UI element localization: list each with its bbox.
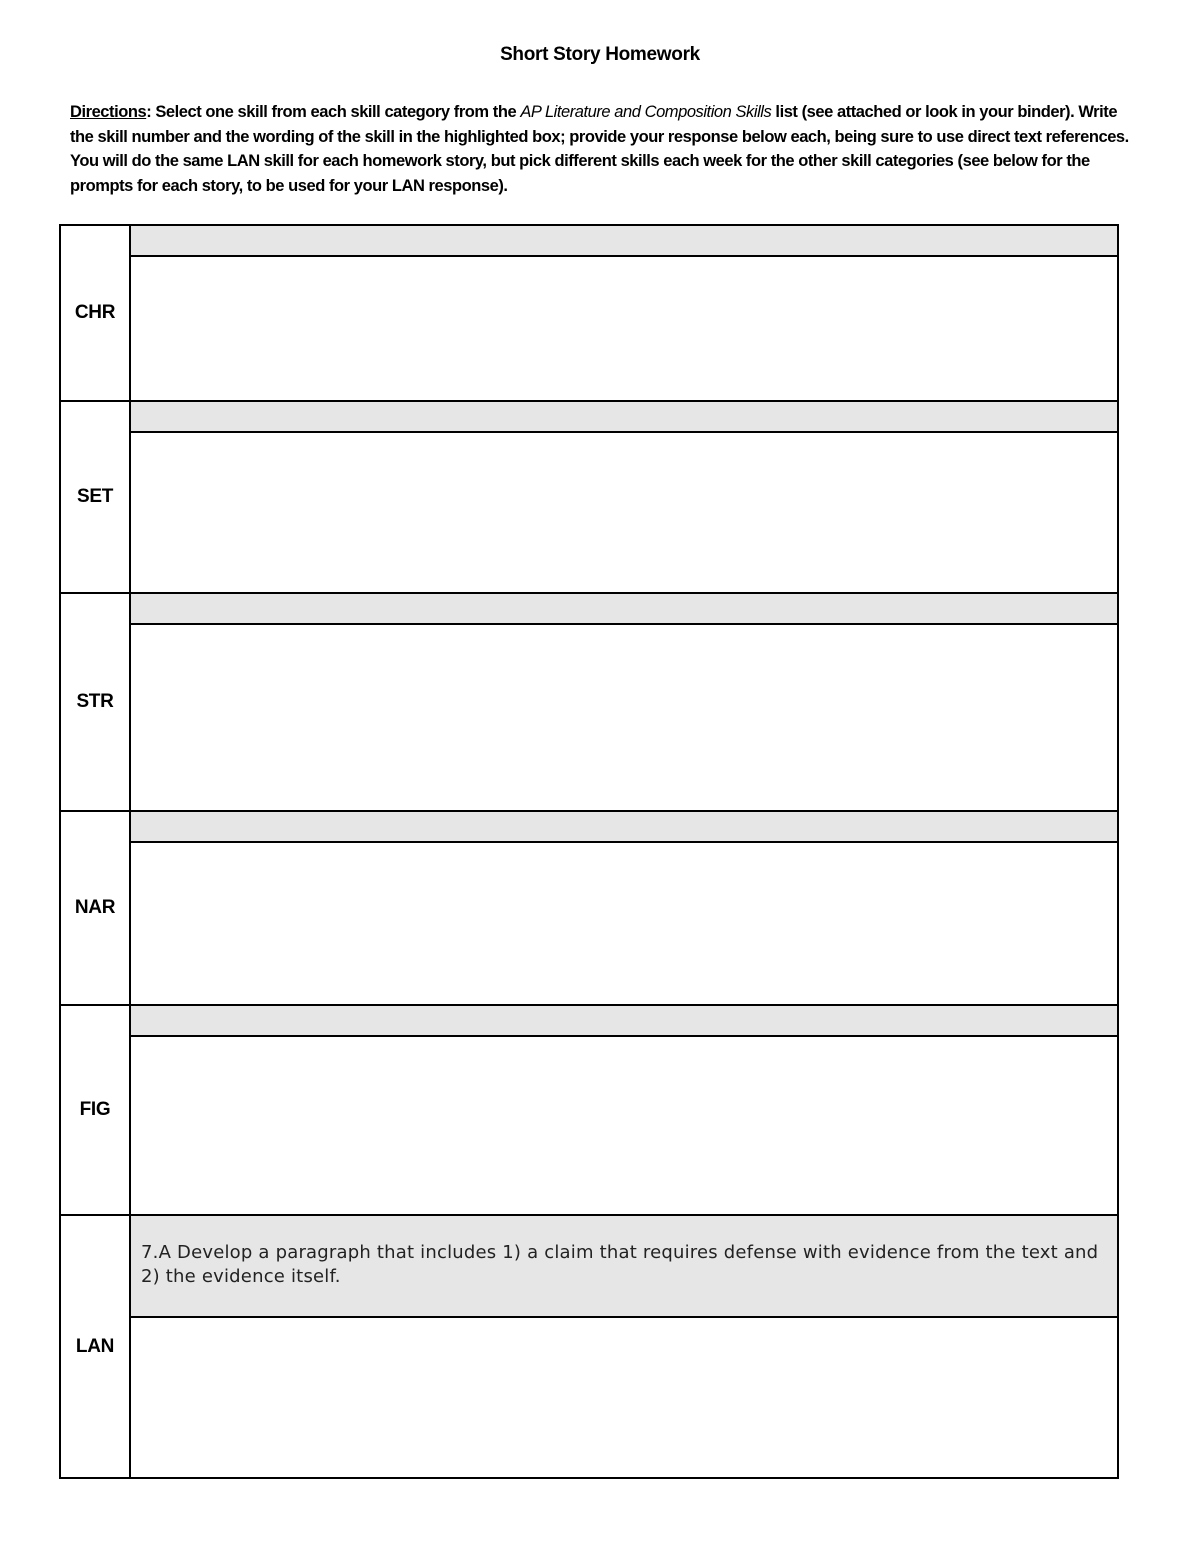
skill-text-lan: 7.A Develop a paragraph that includes 1) a claim that requires defense with evidence from the text and 2) the evidence itself. <box>141 1242 1099 1287</box>
skill-box-nar[interactable] <box>131 812 1117 843</box>
category-label-nar: NAR <box>61 812 131 1004</box>
skill-text-fig <box>131 1006 1117 1031</box>
category-label-str: STR <box>61 594 131 810</box>
directions-skills-list-title: AP Literature and Composition Skills <box>520 103 772 121</box>
skill-box-fig[interactable] <box>131 1006 1117 1037</box>
response-box-chr[interactable] <box>131 257 1117 400</box>
response-box-lan[interactable] <box>131 1318 1117 1477</box>
response-box-nar[interactable] <box>131 843 1117 1004</box>
row-str <box>61 594 1117 812</box>
category-label-set: SET <box>61 402 131 592</box>
skill-text-set <box>131 402 1117 427</box>
page-title: Short Story Homework <box>500 44 700 65</box>
directions-label: Directions <box>70 103 147 121</box>
directions-paragraph <box>70 100 1130 198</box>
skills-table <box>59 224 1119 1479</box>
row-lan <box>61 1216 1117 1477</box>
row-fig <box>61 1006 1117 1216</box>
row-set <box>61 402 1117 594</box>
directions-text-2: list (see attached or look in your binder). Write the skill number and the wording of the skill in the highlighted box; provide your response below each, being sure to use direct text references. You will do the same LAN skill for each homework story, but pick different skills each week for the other skill categories (see below for the prompts for each story, to be used for your LAN response). <box>70 103 1129 195</box>
response-box-fig[interactable] <box>131 1037 1117 1214</box>
skill-box-lan[interactable] <box>131 1216 1117 1318</box>
skill-box-set[interactable] <box>131 402 1117 433</box>
directions-text-1: : Select one skill from each skill category from the <box>146 103 521 121</box>
skill-box-chr[interactable] <box>131 226 1117 257</box>
skill-box-str[interactable] <box>131 594 1117 625</box>
row-nar <box>61 812 1117 1006</box>
response-box-str[interactable] <box>131 625 1117 810</box>
category-label-chr: CHR <box>61 226 131 400</box>
skill-text-nar <box>131 812 1117 837</box>
skill-text-chr <box>131 226 1117 251</box>
category-label-lan: LAN <box>61 1216 131 1477</box>
category-label-fig: FIG <box>61 1006 131 1214</box>
response-box-set[interactable] <box>131 433 1117 592</box>
row-chr <box>61 226 1117 402</box>
skill-text-str <box>131 594 1117 619</box>
